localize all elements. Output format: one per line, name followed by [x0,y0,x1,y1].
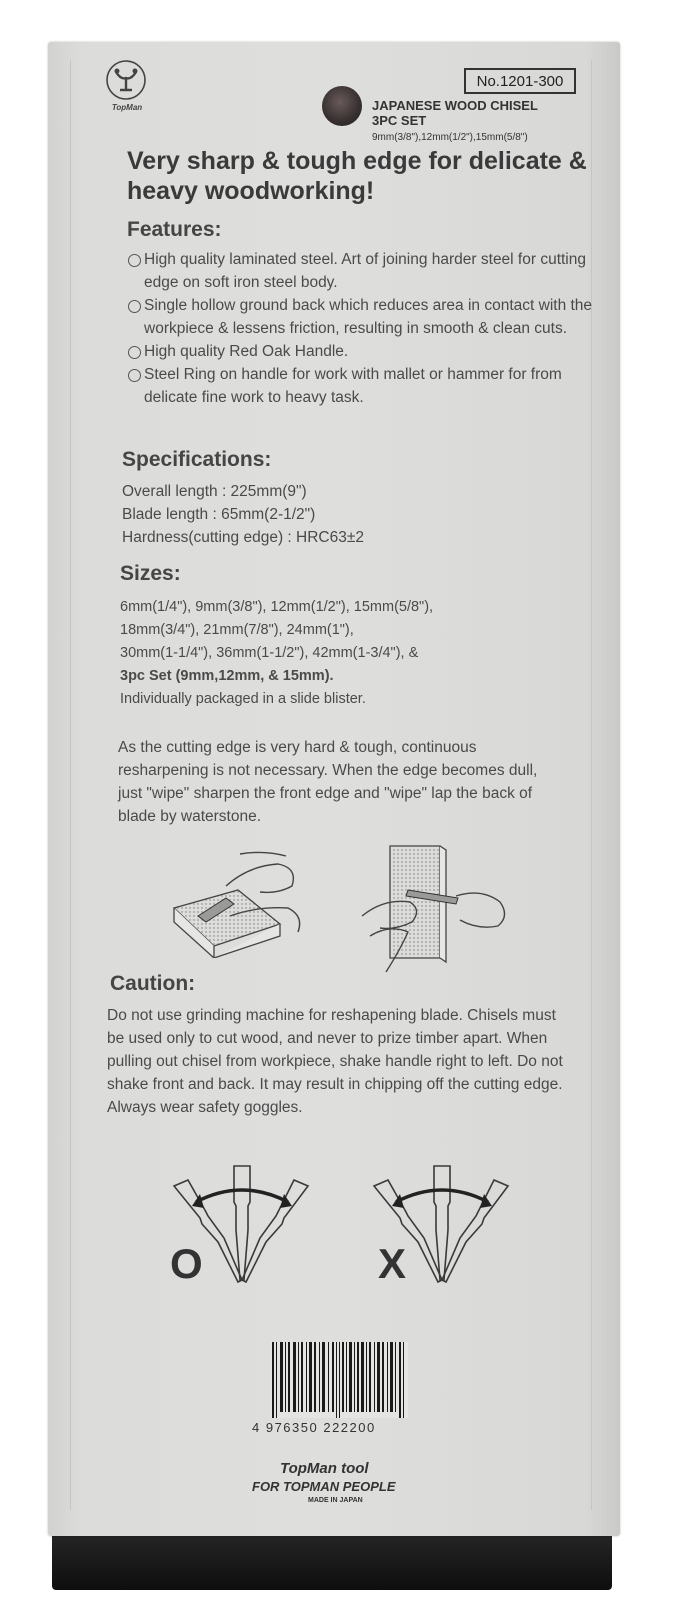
correct-mark: O [170,1240,203,1287]
sizes-line: 6mm(1/4"), 9mm(3/8"), 12mm(1/2"), 15mm(5/8"), [120,599,434,615]
spec-item: Blade length : 65mm(2-1/2") [122,506,316,523]
specs-list [122,480,582,549]
spec-item: Overall length : 225mm(9") [122,483,307,500]
product-name-line2: 3PC SET [372,113,427,128]
product-name [372,98,538,128]
set-line: 3pc Set (9mm,12mm, & 15mm). [120,668,334,684]
sizes-line: 18mm(3/4"), 21mm(7/8"), 24mm(1"), [120,622,354,638]
logo-caption: TopMan [111,103,143,112]
product-name-line1: JAPANESE WOOD CHISEL [372,98,538,113]
tagline: FOR TOPMAN PEOPLE [252,1479,396,1494]
wrong-mark: X [378,1240,407,1287]
features-list [126,248,596,409]
headline: Very sharp & tough edge for delicate & heavy woodworking! [127,147,587,205]
feature-item: Steel Ring on handle for work with mallet or hammer for from delicate fine work to heavy task. [126,363,596,409]
spec-item: Hardness(cutting edge) : HRC63±2 [122,529,364,546]
lap-back-illustration-icon [360,840,510,980]
blister-line: Individually packaged in a slide blister. [120,691,366,707]
brand-name: TopMan tool [280,1460,369,1477]
caution-heading: Caution: [110,972,196,995]
sharpening-text: As the cutting edge is very hard & tough, continuous resharpening is not necessary. When the edge becomes dull, just "wipe" sharpen the front edge and "wipe" lap the back of blade by waterstone. [118,739,538,825]
caution-text: Do not use grinding machine for reshapening blade. Chisels must be used only to cut wood, and never to prize timber apart. When pulling out chisel from workpiece, shake handle right to left. Do not shake front and back. It may result in chipping off the cutting edge. Always wear safety goggles. [107,1007,563,1116]
barcode-number: 4 976350 222200 [252,1420,376,1435]
sizes-list [120,596,590,711]
feature-item: Single hollow ground back which reduces area in contact with the workpiece & lessens friction, resulting in smooth & clean cuts. [126,294,596,340]
sizes-line: 30mm(1-1/4"), 36mm(1-1/2"), 42mm(1-3/4"), & [120,645,419,661]
model-number: No.1201-300 [464,68,576,94]
brand-logo-icon [104,58,148,102]
sharpen-front-illustration-icon [168,846,316,958]
features-heading: Features: [127,218,222,241]
feature-item: High quality laminated steel. Art of joining harder steel for cutting edge on soft iron steel body. [126,248,596,294]
made-in: MADE IN JAPAN [308,1497,363,1504]
sizes-heading: Sizes: [120,562,181,585]
barcode-icon [270,1342,408,1418]
specs-heading: Specifications: [122,448,272,471]
feature-item: High quality Red Oak Handle. [126,340,596,363]
product-sizes: 9mm(3/8"),12mm(1/2"),15mm(5/8") [372,132,528,143]
hang-hole [322,86,362,126]
